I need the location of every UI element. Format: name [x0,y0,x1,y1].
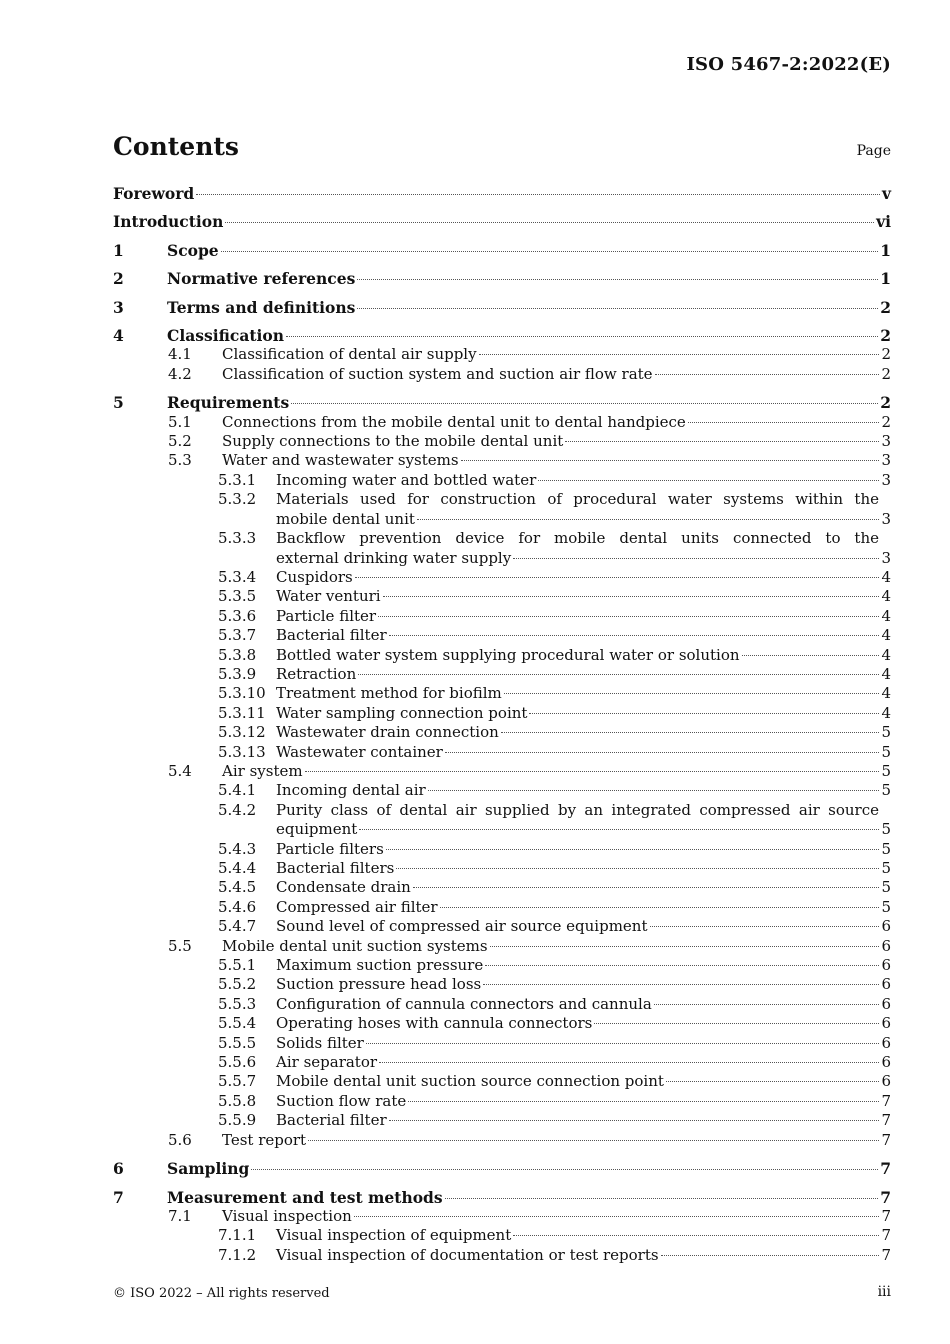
toc-entry-number: 5.5.2 [218,975,257,994]
toc-entry-title: Wastewater container [276,742,443,761]
toc-entry-number: 5.3.6 [218,606,257,625]
toc-entry[interactable] [113,684,891,703]
toc-entry-title: Solids filter [276,1033,364,1052]
page-column-label: Page [856,143,891,159]
dot-leader [440,907,880,908]
toc-entry-number: 5.5 [168,936,192,955]
toc-entry-page: 5 [881,897,891,916]
dot-leader [305,771,880,772]
toc-entry[interactable] [113,1207,891,1226]
dot-leader [688,422,880,423]
toc-entry[interactable] [113,326,891,345]
toc-entry-number: 5.4.4 [218,859,257,877]
toc-entry-title: Sampling [167,1159,250,1179]
dot-leader [378,616,879,617]
document-id: ISO 5467-2:2022(E) [686,54,891,75]
toc-entry-title: Connections from the mobile dental unit to dental handpiece [222,412,686,431]
toc-entry[interactable] [113,937,891,956]
toc-entry[interactable] [113,781,891,800]
toc-entry-page: 2 [880,297,891,317]
toc-entry[interactable] [113,995,891,1014]
dot-leader [286,336,878,337]
toc-entry-number: 5.4.5 [218,878,257,897]
dot-leader [428,790,880,791]
toc-entry-number: 5.3.3 [218,529,257,548]
toc-entry-page: 7 [881,1226,891,1245]
toc-entry-page: 4 [881,567,891,586]
toc-entry-page: 2 [881,364,891,383]
dot-leader [354,1216,880,1217]
toc-entry-page: 6 [881,936,891,955]
toc-entry-number: 5.3.4 [218,567,257,586]
toc-entry-title: Visual inspection of equipment [276,1226,512,1245]
toc-entry-page: 4 [881,645,891,664]
toc-entry-number: 5.5.4 [218,1014,257,1033]
toc-entry-page: 5 [881,839,891,858]
toc-entry-title-line: Materials used for construction of procedural water systems within the [276,490,879,509]
toc-entry-title: Classification [167,326,285,346]
toc-entry-page: 7 [881,1245,891,1264]
dot-leader [308,1140,879,1141]
toc-entry-page: 6 [881,956,891,975]
toc-entry-number: 5.5.6 [218,1053,257,1072]
dot-leader [504,693,880,694]
toc-entry-title: external drinking water supply [276,548,512,567]
dot-leader [594,1023,879,1024]
toc-entry-title: Water and wastewater systems [222,451,459,470]
toc-entry-page: 7 [881,1130,891,1149]
toc-entry-number: 7.1.1 [218,1226,257,1245]
toc-entry-title: Measurement and test methods [167,1187,443,1207]
toc-entry-page: 1 [880,269,891,289]
toc-entry-number: 5.4.1 [218,781,257,800]
toc-entry-title: Bacterial filter [276,626,387,645]
dot-leader [357,279,878,280]
toc-entry[interactable] [113,801,891,840]
toc-entry-number: 7.1 [168,1206,192,1225]
toc-entry[interactable] [113,878,891,897]
toc-entry[interactable] [113,212,891,231]
toc-entry-title: Treatment method for biofilm [276,684,502,703]
toc-entry[interactable] [113,956,891,975]
dot-leader [445,752,880,753]
toc-entry-page: 5 [881,781,891,800]
toc-entry-page: 2 [881,412,891,431]
toc-entry[interactable] [113,762,891,781]
toc-entry-number: 7 [113,1187,124,1207]
toc-entry-page: 5 [881,723,891,742]
toc-entry-page: 2 [880,393,891,413]
toc-entry-title: Water venturi [276,587,381,606]
dot-leader [666,1081,880,1082]
dot-leader [291,403,878,404]
toc-entry-page: 7 [881,1111,891,1130]
toc-entry[interactable] [113,184,891,203]
toc-entry-page: 5 [881,742,891,761]
toc-entry-number: 5 [113,393,124,413]
toc-entry[interactable] [113,432,891,451]
toc-entry-number: 5.3.11 [218,703,266,722]
dot-leader [538,480,879,481]
page-number: iii [877,1284,891,1300]
toc-entry[interactable] [113,646,891,665]
toc-entry-page: 6 [881,1072,891,1091]
toc-entry-number: 5.3.7 [218,626,257,645]
dot-leader [513,558,879,559]
dot-leader [221,251,879,252]
toc-entry-title: Scope [167,240,219,260]
toc-entry-title: Particle filters [276,839,384,858]
toc-entry[interactable] [113,269,891,288]
dot-leader [358,674,879,675]
dot-leader [742,655,880,656]
table-of-contents [113,184,891,1265]
toc-entry-title: Operating hoses with cannula connectors [276,1014,593,1033]
toc-entry-title: Bacterial filter [276,1111,387,1130]
dot-leader [408,1101,879,1102]
toc-entry-page: 1 [880,240,891,260]
toc-entry[interactable] [113,471,891,490]
copyright-notice: © ISO 2022 – All rights reserved [113,1286,330,1301]
toc-entry[interactable] [113,607,891,626]
toc-entry[interactable] [113,743,891,762]
toc-entry-number: 2 [113,269,124,289]
toc-entry-title: Air separator [276,1053,378,1072]
dot-leader [654,1004,880,1005]
toc-entry-number: 6 [113,1159,124,1179]
toc-entry[interactable] [113,1014,891,1033]
toc-entry-number: 5.5.8 [218,1091,257,1110]
toc-entry-number: 5.5.3 [218,994,257,1013]
dot-leader [225,222,874,223]
toc-entry-title: Retraction [276,664,357,683]
toc-entry-title: mobile dental unit [276,509,415,528]
toc-entry-title: Bacterial filters [276,859,395,877]
toc-entry-number: 5.3 [168,451,192,470]
dot-leader [485,965,879,966]
toc-entry[interactable] [113,1111,891,1130]
toc-entry-page: 6 [881,917,891,936]
toc-entry-title: Incoming dental air [276,781,426,800]
toc-entry-number: 5.4 [168,761,192,780]
dot-leader [661,1255,880,1256]
toc-entry[interactable] [113,451,891,470]
toc-entry[interactable] [113,626,891,645]
dot-leader [355,577,880,578]
toc-entry-page: 4 [881,587,891,606]
toc-entry-title: Suction flow rate [276,1091,407,1110]
dot-leader [383,596,880,597]
toc-entry-page: 7 [880,1187,891,1207]
toc-entry[interactable] [113,298,891,317]
toc-entry-title: Incoming water and bottled water [276,470,537,489]
toc-entry-number: 4.1 [168,345,192,364]
dot-leader [479,354,880,355]
toc-entry[interactable] [113,1092,891,1111]
toc-entry[interactable] [113,898,891,917]
toc-entry-title: Particle filter [276,606,377,625]
dot-leader [483,984,879,985]
toc-entry-page: vi [876,212,891,232]
toc-entry-title: equipment [276,820,358,839]
toc-entry-title: Suction pressure head loss [276,975,482,994]
toc-entry-title: Sound level of compressed air source equipment [276,917,648,936]
toc-entry[interactable] [113,665,891,684]
toc-entry-page: v [881,184,891,203]
toc-entry-page: 4 [881,606,891,625]
toc-entry-title: Visual inspection [222,1206,352,1225]
toc-entry-title: Maximum suction pressure [276,956,484,975]
toc-entry-number: 5.4.2 [218,800,257,819]
toc-entry-page: 7 [880,1159,891,1179]
toc-entry[interactable] [113,345,891,364]
toc-entry-number: 5.3.8 [218,645,257,664]
toc-entry-number: 5.5.9 [218,1111,257,1130]
dot-leader [413,887,880,888]
toc-entry-page: 3 [881,451,891,470]
toc-entry[interactable] [113,1131,891,1150]
dot-leader [650,926,880,927]
toc-entry-number: 5.3.2 [218,490,257,509]
toc-entry-page: 3 [881,470,891,489]
dot-leader [196,194,880,195]
toc-entry-title-line: Purity class of dental air supplied by an integrated compressed air source [276,800,879,819]
toc-entry-page: 4 [881,626,891,645]
toc-entry[interactable] [113,241,891,260]
dot-leader [461,460,880,461]
toc-entry-number: 5.5.5 [218,1033,257,1052]
toc-entry-number: 5.6 [168,1130,192,1149]
dot-leader [357,308,878,309]
toc-entry-number: 5.3.1 [218,470,257,489]
toc-entry-title: Visual inspection of documentation or test reports [276,1245,659,1264]
dot-leader [565,441,879,442]
toc-entry-title: Classification of suction system and suction air flow rate [222,364,653,383]
toc-entry-page: 7 [881,1091,891,1110]
dot-leader [379,1062,879,1063]
toc-entry-number: 5.1 [168,412,192,431]
toc-entry[interactable] [113,859,891,878]
dot-leader [445,1198,879,1199]
toc-entry-page: 4 [881,664,891,683]
toc-entry[interactable] [113,1159,891,1178]
toc-entry-title: Introduction [113,212,224,232]
toc-entry-number: 5.3.10 [218,684,266,703]
toc-entry-page: 5 [881,820,891,839]
toc-entry-number: 5.2 [168,432,192,451]
toc-entry-title: Condensate drain [276,878,411,897]
toc-entry-number: 3 [113,297,124,317]
toc-entry[interactable] [113,1188,891,1207]
toc-entry[interactable] [113,1034,891,1053]
toc-entry[interactable] [113,529,891,568]
toc-entry[interactable] [113,975,891,994]
page-title: Contents [113,132,240,161]
toc-entry[interactable] [113,568,891,587]
toc-entry[interactable] [113,840,891,859]
toc-entry-title: Normative references [167,269,356,289]
dot-leader [251,1169,878,1170]
toc-entry-page: 6 [881,994,891,1013]
toc-entry[interactable] [113,490,891,529]
toc-entry[interactable] [113,365,891,384]
toc-entry-page: 3 [881,509,891,528]
toc-entry-title: Requirements [167,393,290,413]
toc-entry[interactable] [113,393,891,412]
toc-entry[interactable] [113,704,891,723]
toc-entry-page: 6 [881,1014,891,1033]
toc-entry-page: 3 [881,548,891,567]
toc-entry-number: 5.4.7 [218,917,257,936]
toc-entry-number: 5.5.7 [218,1072,257,1091]
toc-entry-number: 5.3.5 [218,587,257,606]
dot-leader [386,849,880,850]
toc-entry-page: 5 [881,878,891,897]
toc-entry-number: 5.4.3 [218,839,257,858]
toc-entry-page: 3 [881,432,891,451]
toc-entry[interactable] [113,1053,891,1072]
toc-entry-title: Cuspidors [276,567,353,586]
toc-entry-title: Mobile dental unit suction systems [222,936,488,955]
toc-entry-title: Classification of dental air supply [222,345,477,364]
toc-entry[interactable] [113,917,891,936]
toc-entry[interactable] [113,1246,891,1265]
toc-entry-page: 6 [881,1053,891,1072]
toc-entry[interactable] [113,587,891,606]
toc-entry-title: Bottled water system supplying procedural water or solution [276,645,740,664]
toc-entry-title: Wastewater drain connection [276,723,499,742]
toc-entry-title: Terms and definitions [167,297,356,317]
toc-entry-title: Supply connections to the mobile dental unit [222,432,564,451]
toc-entry[interactable] [113,413,891,432]
dot-leader [366,1043,880,1044]
toc-entry[interactable] [113,723,891,742]
toc-entry-page: 5 [881,761,891,780]
toc-entry-page: 4 [881,684,891,703]
toc-entry-title: Configuration of cannula connectors and cannula [276,994,652,1013]
toc-entry-number: 4 [113,326,124,346]
toc-entry-page: 6 [881,975,891,994]
toc-entry-page: 7 [881,1206,891,1225]
toc-entry-title: Test report [222,1130,307,1149]
toc-entry-number: 5.3.13 [218,742,266,761]
dot-leader [501,732,880,733]
dot-leader [513,1235,879,1236]
toc-entry-page: 6 [881,1033,891,1052]
toc-entry-page: 4 [881,703,891,722]
dot-leader [529,713,879,714]
dot-leader [359,829,879,830]
toc-entry-number: 5.4.6 [218,897,257,916]
dot-leader [389,635,880,636]
toc-entry-title: Air system [222,761,303,780]
toc-entry-title: Mobile dental unit suction source connection point [276,1072,664,1091]
toc-entry[interactable] [113,1072,891,1091]
toc-entry-page: 2 [880,326,891,346]
toc-entry-number: 7.1.2 [218,1245,257,1264]
toc-entry-title-line: Backflow prevention device for mobile dental units connected to the [276,529,879,548]
toc-entry-page: 2 [881,345,891,364]
dot-leader [396,868,879,869]
toc-entry-number: 5.3.12 [218,723,266,742]
toc-entry[interactable] [113,1226,891,1245]
dot-leader [490,946,880,947]
toc-entry-number: 5.5.1 [218,956,257,975]
toc-entry-title: Water sampling connection point [276,703,528,722]
toc-entry-title: Compressed air filter [276,897,438,916]
dot-leader [389,1120,880,1121]
toc-entry-number: 5.3.9 [218,664,257,683]
dot-leader [655,374,880,375]
toc-entry-title: Foreword [113,184,195,203]
dot-leader [417,519,880,520]
toc-entry-number: 4.2 [168,364,192,383]
toc-entry-page: 5 [881,859,891,877]
toc-entry-number: 1 [113,240,124,260]
